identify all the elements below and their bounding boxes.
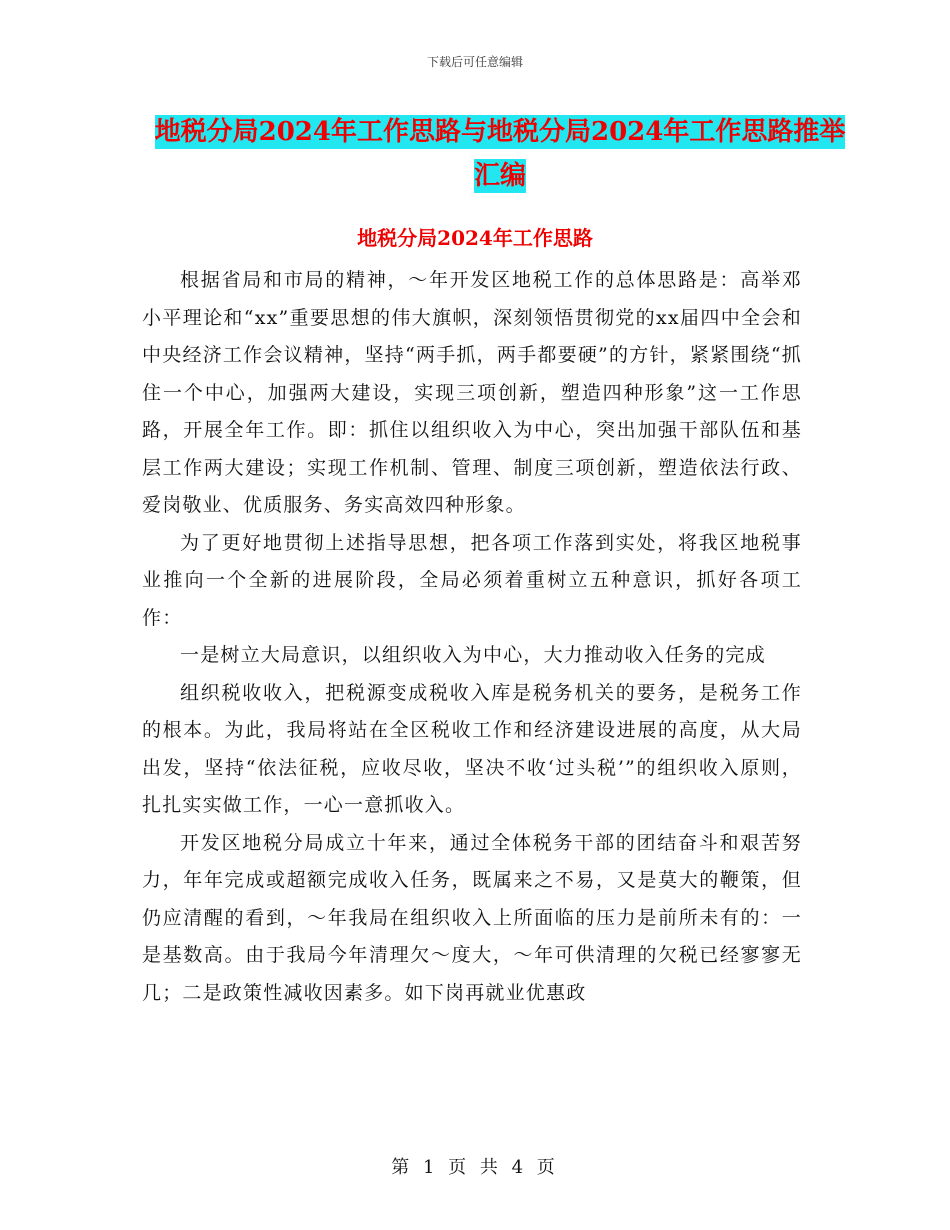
paragraph: 根据省局和市局的精神，～年开发区地税工作的总体思路是：高举邓小平理论和“xx”重要思想的伟大旗帜，深刻领悟贯彻党的xx届四中全会和中央经济工作会议精神，坚持“两手抓，两手都要硬”的方针，紧紧围绕“抓住一个中心，加强两大建设，实现三项创新，塑造四种形象”这一工作思路，开展全年工作。即：抓住以组织收入为中心，突出加强干部队伍和基层工作两大建设；实现工作机制、管理、制度三项创新，塑造依法行政、爱岗敬业、优质服务、务实高效四种形象。 [142,269,802,516]
paragraph: 组织税收收入，把税源变成税收入库是税务机关的要务，是税务工作的根本。为此，我局将站在全区税收工作和经济建设进展的高度，从大局出发，坚持“依法征税，应收尽收，坚决不收‘过头税’”的组织收入原则，扎扎实实做工作，一心一意抓收入。 [142,681,802,816]
paragraph: 开发区地税分局成立十年来，通过全体税务干部的团结奋斗和艰苦努力，年年完成或超额完成收入任务，既属来之不易，又是莫大的鞭策，但仍应清醒的看到，～年我局在组织收入上所面临的压力是前所未有的：一是基数高。由于我局今年清理欠～度大，～年可供清理的欠税已经寥寥无几；二是政策性减收因素多。如下岗再就业优惠政 [142,831,802,1004]
paragraph: 为了更好地贯彻上述指导思想，把各项工作落到实处，将我区地税事业推向一个全新的进展阶段，全局必须着重树立五种意识，抓好各项工作： [142,531,802,629]
main-title [150,110,850,198]
page-number: 第 1 页 共 4 页 [391,1157,559,1178]
body-text [142,262,802,1012]
paragraph: 一是树立大局意识，以组织收入为中心，大力推动收入任务的完成 [180,644,766,666]
header-note: 下载后可任意编辑 [426,55,523,69]
section-title: 地税分局2024年工作思路 [357,226,593,250]
main-title-text: 地税分局2024年工作思路与地税分局2024年工作思路推举汇编 [154,117,846,191]
